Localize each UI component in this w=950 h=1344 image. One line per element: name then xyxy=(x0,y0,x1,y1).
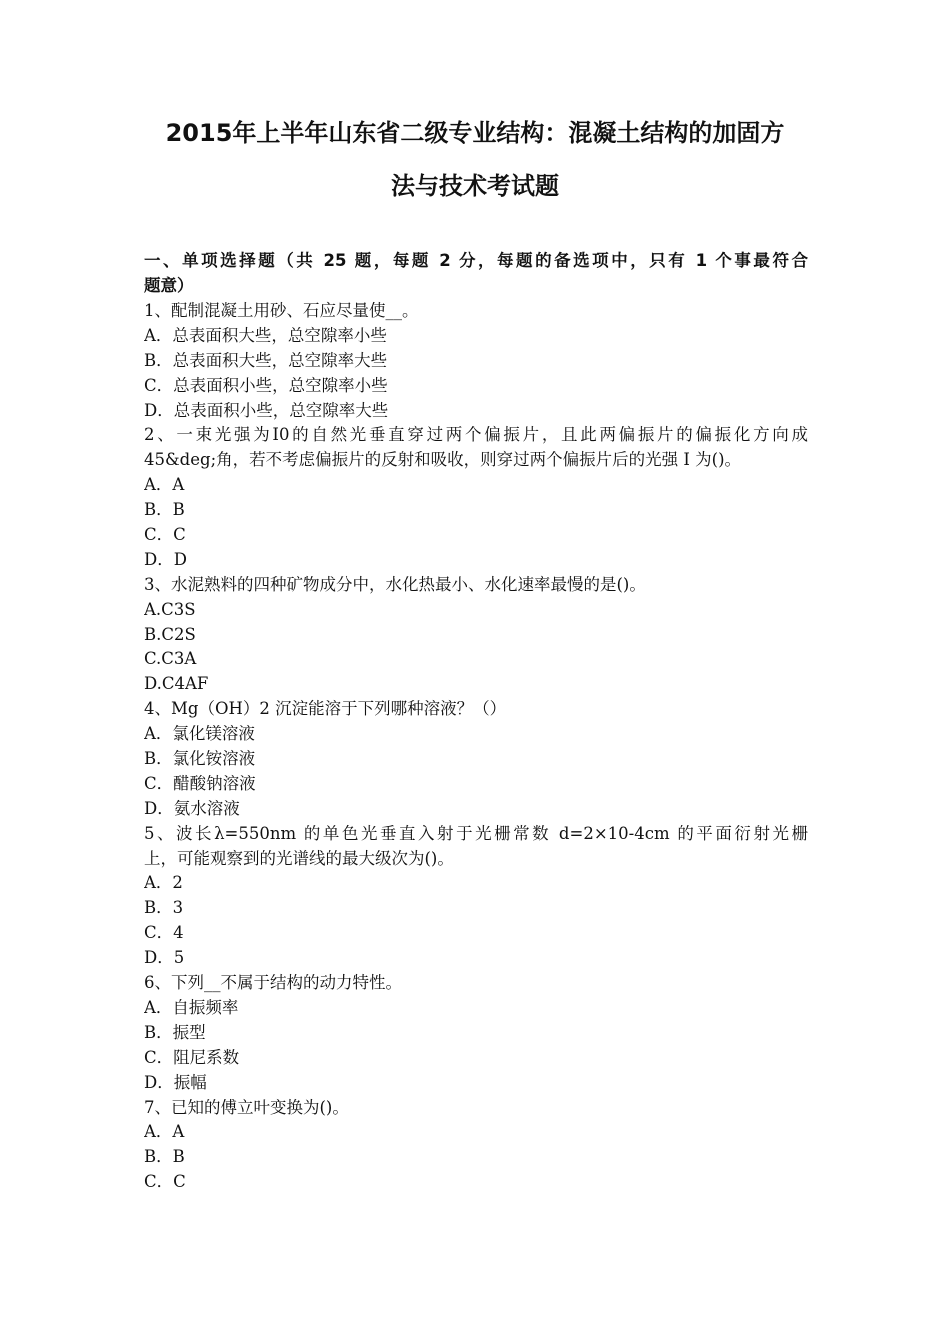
question-stem: 4、Mg（OH）2 沉淀能溶于下列哪种溶液？（） xyxy=(144,699,507,719)
question-option: B．振型 xyxy=(144,1022,206,1042)
document-title-line-1: 2015年上半年山东省二级专业结构：混凝土结构的加固方 xyxy=(165,119,785,147)
question-option: A.C3S xyxy=(144,599,196,619)
question-1 xyxy=(144,299,808,423)
question-option: A．自振频率 xyxy=(144,997,239,1017)
question-stem: 6、下列__不属于结构的动力特性。 xyxy=(144,973,402,993)
question-3 xyxy=(144,573,808,697)
question-stem: 5、波长λ=550nm 的单色光垂直入射于光栅常数 d=2×10-4cm 的平面衍射光栅 xyxy=(144,823,808,843)
question-option: D.C4AF xyxy=(144,674,209,694)
question-option: C．4 xyxy=(144,923,184,943)
question-6 xyxy=(144,971,808,1095)
question-option: C.C3A xyxy=(144,649,197,669)
question-option: B．3 xyxy=(144,898,184,918)
section-heading-line-1: 一、单项选择题（共 25 题，每题 2 分，每题的备选项中，只有 1 个事最符合 xyxy=(144,251,808,270)
question-option: B．总表面积大些，总空隙率大些 xyxy=(144,350,388,370)
question-option: C．C xyxy=(144,525,186,545)
question-option: B．氯化铵溶液 xyxy=(144,749,256,769)
question-2 xyxy=(144,423,808,572)
question-stem: 1、配制混凝土用砂、石应尽量使__。 xyxy=(144,301,419,320)
question-option: C．C xyxy=(144,1172,186,1192)
question-option: C．总表面积小些，总空隙率小些 xyxy=(144,375,388,395)
question-7 xyxy=(144,1096,808,1196)
question-4 xyxy=(144,697,808,821)
question-stem: 2、一束光强为I0的自然光垂直穿过两个偏振片，且此两偏振片的偏振化方向成 xyxy=(144,425,808,445)
question-option: D．D xyxy=(144,549,187,569)
question-option: D．总表面积小些，总空隙率大些 xyxy=(144,400,389,420)
question-option: A．总表面积大些，总空隙率小些 xyxy=(144,325,387,345)
question-option: D．氨水溶液 xyxy=(144,798,240,818)
question-option: A．A xyxy=(144,1122,185,1142)
question-option: A．A xyxy=(144,475,185,495)
question-option: B.C2S xyxy=(144,624,196,644)
question-stem: 3、水泥熟料的四种矿物成分中，水化热最小、水化速率最慢的是()。 xyxy=(144,574,646,594)
question-5 xyxy=(144,822,808,971)
question-option: C．醋酸钠溶液 xyxy=(144,773,256,793)
question-stem-continued: 上，可能观察到的光谱线的最大级次为()。 xyxy=(144,848,454,868)
question-option: B．B xyxy=(144,1147,185,1167)
question-option: D．5 xyxy=(144,948,185,968)
question-option: D．振幅 xyxy=(144,1072,207,1092)
question-option: A．氯化镁溶液 xyxy=(144,724,255,744)
question-option: C．阻尼系数 xyxy=(144,1047,240,1067)
question-option: A．2 xyxy=(144,873,183,893)
section-heading-line-2: 题意） xyxy=(144,275,194,295)
section-heading xyxy=(144,249,808,299)
question-stem: 7、已知的傅立叶变换为()。 xyxy=(144,1097,349,1117)
question-list xyxy=(144,299,808,1195)
question-stem-continued: 45&deg;角，若不考虑偏振片的反射和吸收，则穿过两个偏振片后的光强 I 为()。 xyxy=(144,450,742,470)
question-option: B．B xyxy=(144,500,185,520)
document-title-line-2: 法与技术考试题 xyxy=(391,172,559,200)
